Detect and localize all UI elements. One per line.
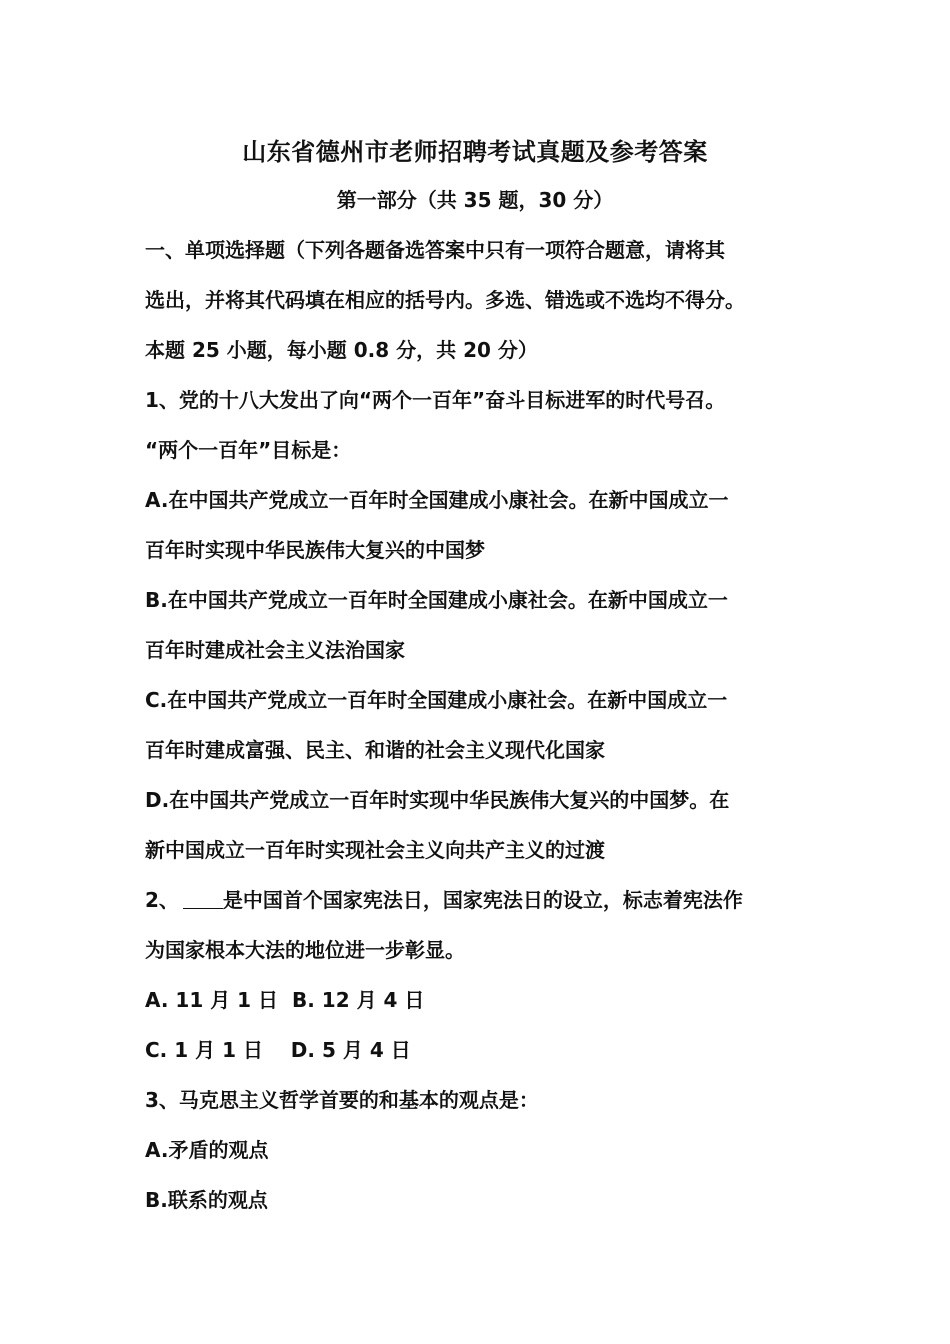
question-1-stem-line-1: 1、党的十八大发出了向“两个一百年”奋斗目标进军的时代号召。 xyxy=(145,388,726,412)
question-1-option-d-line-2: 新中国成立一百年时实现社会主义向共产主义的过渡 xyxy=(145,838,605,862)
question-3-option-b: B.联系的观点 xyxy=(145,1188,268,1212)
question-2-options-line-2: C. 1 月 1 日 D. 5 月 4 日 xyxy=(145,1038,411,1062)
question-1-option-b-line-2: 百年时建成社会主义法治国家 xyxy=(145,638,405,662)
question-2-options-line-1: A. 11 月 1 日 B. 12 月 4 日 xyxy=(145,988,425,1012)
question-3-option-a: A.矛盾的观点 xyxy=(145,1138,269,1162)
question-1-option-c-line-2: 百年时建成富强、民主、和谐的社会主义现代化国家 xyxy=(145,738,605,762)
fill-in-blank xyxy=(183,888,223,909)
question-1-option-a-line-1: A.在中国共产党成立一百年时全国建成小康社会。在新中国成立一 xyxy=(145,488,729,512)
question-2-stem-line-1 xyxy=(145,875,815,925)
question-1-option-b-line-1: B.在中国共产党成立一百年时全国建成小康社会。在新中国成立一 xyxy=(145,588,728,612)
part-subtitle: 第一部分（共 35 题，30 分） xyxy=(336,188,614,212)
question-1-option-d-line-1: D.在中国共产党成立一百年时实现中华民族伟大复兴的中国梦。在 xyxy=(145,788,730,812)
question-2-stem-text: 是中国首个国家宪法日，国家宪法日的设立，标志着宪法作 xyxy=(222,888,743,912)
section-heading-line-3: 本题 25 小题，每小题 0.8 分，共 20 分） xyxy=(145,338,538,362)
section-heading-line-2: 选出，并将其代码填在相应的括号内。多选、错选或不选均不得分。 xyxy=(145,288,745,312)
question-3-stem: 3、马克思主义哲学首要的和基本的观点是： xyxy=(145,1088,539,1112)
question-2-stem-line-2: 为国家根本大法的地位进一步彰显。 xyxy=(145,938,465,962)
document-body xyxy=(145,225,815,1225)
question-2-number: 2、 xyxy=(145,888,179,912)
document-title: 山东省德州市老师招聘考试真题及参考答案 xyxy=(242,138,708,166)
question-1-option-c-line-1: C.在中国共产党成立一百年时全国建成小康社会。在新中国成立一 xyxy=(145,688,728,712)
question-1-stem-line-2: “两个一百年”目标是： xyxy=(145,438,352,462)
question-1-option-a-line-2: 百年时实现中华民族伟大复兴的中国梦 xyxy=(145,538,485,562)
section-heading-line-1: 一、单项选择题（下列各题备选答案中只有一项符合题意，请将其 xyxy=(145,238,725,262)
